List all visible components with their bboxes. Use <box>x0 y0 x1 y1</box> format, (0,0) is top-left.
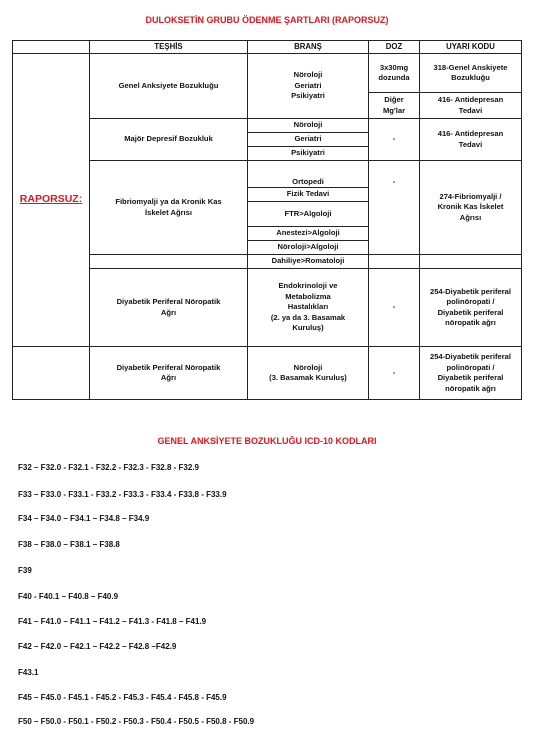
brans-item: Geriatri <box>248 133 369 147</box>
doz-cell: - <box>369 119 420 161</box>
teshis-cell <box>90 347 248 400</box>
doz-cell: - <box>369 347 420 400</box>
uyari-text: Ağrısı <box>459 212 482 222</box>
table-row <box>13 161 522 188</box>
brans-item: Nöroloji <box>293 362 323 372</box>
brans-item: (2. ya da 3. Basamak <box>270 312 346 322</box>
payment-conditions-table <box>12 40 522 400</box>
empty-cell <box>369 255 420 269</box>
icd-code-line: F45 – F45.0 - F45.1 - F45.2 - F45.3 - F45.4 - F45.8 - F45.9 <box>18 693 227 702</box>
brans-item: Geriatri <box>294 80 322 90</box>
doz-text: dozunda <box>378 73 410 82</box>
raporsuz-cell <box>13 54 90 347</box>
teshis-text: Fibriomyalji ya da Kronik Kas <box>115 197 222 206</box>
doz-cell: - <box>369 161 420 255</box>
uyari-text: 254-Diyabetik periferal <box>429 286 512 296</box>
doz-text: 3x30mg <box>379 62 409 72</box>
brans-item: Nöroloji <box>248 119 369 133</box>
uyari-cell <box>420 93 522 119</box>
icd-code-line: F40 - F40.1 – F40.8 – F40.9 <box>18 592 119 601</box>
uyari-text: Diyabetik periferal <box>437 373 504 382</box>
icd-code-line: F42 – F42.0 – F42.1 – F42.2 – F42.8 –F42.9 <box>18 642 177 651</box>
brans-cell <box>248 347 369 400</box>
raporsuz-cell-tail <box>13 347 90 400</box>
document-title: DULOKSETİN GRUBU ÖDENME ŞARTLARI (RAPORSUZ) <box>145 15 389 25</box>
uyari-text: 254-Diyabetik periferal <box>429 352 512 361</box>
brans-item: Metabolizma <box>285 291 331 301</box>
brans-item: Dahiliye>Romatoloji <box>248 255 369 269</box>
uyari-text: Tedavi <box>458 139 483 149</box>
uyari-cell <box>420 269 522 347</box>
icd-code-line: F41 – F41.0 – F41.1 – F41.2 – F41.3 - F41.8 – F41.9 <box>18 617 207 626</box>
icd-code-line: F32 – F32.0 - F32.1 - F32.2 - F32.3 - F32.8 - F32.9 <box>18 463 199 472</box>
raporsuz-label: RAPORSUZ: <box>19 193 83 206</box>
brans-item: Nöroloji>Algoloji <box>248 241 369 255</box>
icd-section-title: GENEL ANKSİYETE BOZUKLUĞU ICD-10 KODLARI <box>157 436 377 446</box>
uyari-text: polinöropati / <box>446 362 495 372</box>
uyari-text: 274-Fibriomyalji / <box>439 191 502 201</box>
teshis-cell <box>90 161 248 255</box>
doz-text: Mg'lar <box>382 105 406 115</box>
uyari-cell <box>420 119 522 161</box>
teshis-cell <box>90 54 248 119</box>
teshis-text: İskelet Ağrısı <box>145 207 192 217</box>
empty-cell <box>90 255 248 269</box>
table-row <box>13 119 522 133</box>
brans-item: FTR>Algoloji <box>248 202 369 227</box>
icd-code-line: F33 – F33.0 - F33.1 - F33.2 - F33.3 - F33.4 - F33.8 - F33.9 <box>18 490 227 499</box>
brans-cell <box>248 54 369 119</box>
teshis-cell <box>90 269 248 347</box>
brans-item: Psikiyatri <box>291 91 325 101</box>
doz-text: Diğer <box>384 95 404 104</box>
table-row <box>13 269 522 347</box>
uyari-text: Bozukluğu <box>451 73 490 82</box>
teshis-text: Diyabetik Periferal Nöropatik <box>116 362 221 372</box>
brans-item: Fizik Tedavi <box>248 188 369 202</box>
teshis-text: Diyabetik Periferal Nöropatik <box>116 297 221 306</box>
header-teshis: TEŞHİS <box>90 41 248 54</box>
icd-code-line: F38 – F38.0 – F38.1 – F38.8 <box>18 540 120 549</box>
icd-code-line: F50 – F50.0 - F50.1 - F50.2 - F50.3 - F50.4 - F50.5 - F50.8 - F50.9 <box>18 717 255 726</box>
empty-header-cell <box>13 41 90 54</box>
brans-item: Anestezi>Algoloji <box>248 227 369 241</box>
uyari-text: 416- Antidepresan <box>437 95 504 104</box>
table-header-row <box>13 41 522 54</box>
brans-item: Psikiyatri <box>248 147 369 161</box>
uyari-text: polinöropati / <box>446 297 495 306</box>
table-row <box>13 347 522 400</box>
teshis-cell <box>90 119 248 161</box>
teshis-text: Majör Depresif Bozukluk <box>124 134 213 144</box>
uyari-cell <box>420 347 522 400</box>
header-brans: BRANŞ <box>248 41 369 54</box>
brans-item: (3. Basamak Kuruluş) <box>269 373 347 382</box>
teshis-text: Ağrı <box>160 307 177 317</box>
uyari-text: Tedavi <box>458 105 483 115</box>
table-row <box>13 255 522 269</box>
icd-code-line: F34 – F34.0 – F34.1 – F34.8 – F34.9 <box>18 514 150 523</box>
brans-item: Kuruluş) <box>292 323 324 333</box>
uyari-text: nöropatik ağrı <box>445 383 496 393</box>
icd-code-line: F43.1 <box>18 668 39 677</box>
table-row <box>13 54 522 93</box>
header-doz: DOZ <box>369 41 420 54</box>
icd-code-line: F39 <box>18 566 32 575</box>
uyari-cell <box>420 161 522 255</box>
doz-cell <box>369 93 420 119</box>
uyari-text: nöropatik ağrı <box>445 318 496 327</box>
brans-cell <box>248 269 369 347</box>
brans-item: Nöroloji <box>293 70 323 80</box>
uyari-text: 416- Antidepresan <box>437 129 504 138</box>
teshis-text: Ağrı <box>160 373 177 382</box>
brans-item: Endokrinoloji ve <box>278 281 338 291</box>
teshis-text: Genel Anksiyete Bozukluğu <box>118 80 219 90</box>
empty-cell <box>420 255 522 269</box>
uyari-text: Diyabetik periferal <box>437 307 504 317</box>
uyari-text: 318-Genel Anskiyete <box>433 62 508 72</box>
brans-item: Hastalıkları <box>287 302 329 312</box>
brans-item: Ortopedi <box>292 176 324 186</box>
brans-cell <box>248 161 369 188</box>
header-uyari: UYARI KODU <box>420 41 522 54</box>
uyari-text: Kronik Kas İskelet <box>437 202 504 212</box>
doz-cell <box>369 54 420 93</box>
doz-cell: - <box>369 269 420 347</box>
uyari-cell <box>420 54 522 93</box>
